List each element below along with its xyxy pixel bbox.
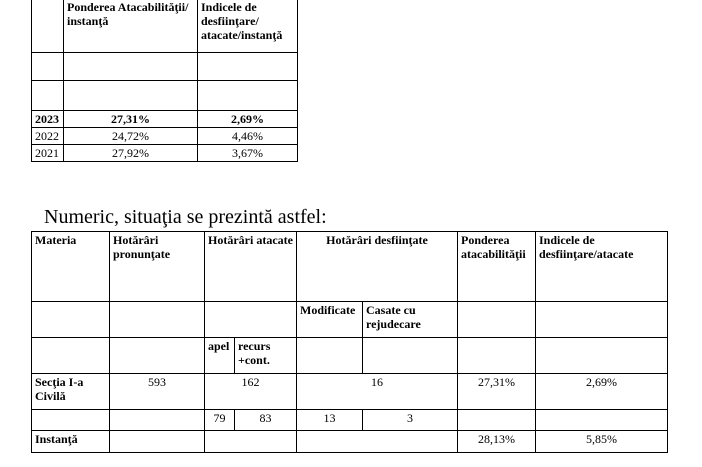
empty-cell <box>32 0 64 53</box>
empty-cell <box>536 410 668 431</box>
empty-cell <box>32 81 64 111</box>
indice-cell: 4,46% <box>198 128 298 145</box>
empty-cell <box>363 338 458 374</box>
empty-cell <box>110 410 205 431</box>
value-instanta-indicele: 5,85% <box>536 431 668 453</box>
header-materia: Materia <box>32 232 110 302</box>
empty-cell <box>458 302 536 338</box>
empty-cell <box>110 302 205 338</box>
row-label-sectia: Secţia I-a Civilă <box>32 374 110 410</box>
indice-cell: 3,67% <box>198 145 298 162</box>
subheader-modificate: Modificate <box>297 302 363 338</box>
value-apel: 79 <box>205 410 235 431</box>
header-desfiintate: Hotărâri desfiinţate <box>297 232 458 302</box>
numeric-situation-table <box>31 231 668 453</box>
value-ponderea: 27,31% <box>458 374 536 410</box>
empty-cell <box>458 410 536 431</box>
empty-cell <box>32 302 110 338</box>
year-cell: 2021 <box>32 145 64 162</box>
empty-cell <box>458 338 536 374</box>
empty-cell <box>205 431 297 453</box>
empty-cell <box>198 53 298 81</box>
empty-cell <box>205 302 297 338</box>
year-cell: 2022 <box>32 128 64 145</box>
pondere-cell: 24,72% <box>64 128 198 145</box>
year-cell: 2023 <box>32 111 64 128</box>
subheader-casate: Casate cu rejudecare <box>363 302 458 338</box>
subheader-recurs: recurs +cont. <box>235 338 297 374</box>
empty-cell <box>64 81 198 111</box>
empty-cell <box>110 338 205 374</box>
empty-cell <box>32 53 64 81</box>
empty-cell <box>64 53 198 81</box>
value-atacate: 162 <box>205 374 297 410</box>
empty-cell <box>32 410 110 431</box>
pondere-cell: 27,92% <box>64 145 198 162</box>
header-pronuntate: Hotărâri pronunţate <box>110 232 205 302</box>
value-indicele: 2,69% <box>536 374 668 410</box>
empty-cell <box>110 431 205 453</box>
empty-cell <box>536 302 668 338</box>
value-recurs: 83 <box>235 410 297 431</box>
value-instanta-ponderea: 28,13% <box>458 431 536 453</box>
row-label-instanta: Instanţă <box>32 431 110 453</box>
value-casate: 3 <box>363 410 458 431</box>
value-modificate: 13 <box>297 410 363 431</box>
value-desfiintate: 16 <box>297 374 458 410</box>
empty-cell <box>297 338 363 374</box>
empty-cell <box>32 338 110 374</box>
header-ponderea: Ponderea atacabilităţii <box>458 232 536 302</box>
atacabilitate-table <box>31 0 298 162</box>
empty-cell <box>536 338 668 374</box>
header-indicele: Indicele de desfiinţare/ atacate/instanţă <box>198 0 298 53</box>
section-heading: Numeric, situaţia se prezintă astfel: <box>44 206 327 228</box>
empty-cell <box>297 431 458 453</box>
header-atacate: Hotărâri atacate <box>205 232 297 302</box>
header-indicele: Indicele de desfiinţare/atacate <box>536 232 668 302</box>
subheader-apel: apel <box>205 338 235 374</box>
value-pronuntate: 593 <box>110 374 205 410</box>
empty-cell <box>198 81 298 111</box>
header-ponderea: Ponderea Atacabilităţii/ instanţă <box>64 0 198 53</box>
indice-cell: 2,69% <box>198 111 298 128</box>
pondere-cell: 27,31% <box>64 111 198 128</box>
